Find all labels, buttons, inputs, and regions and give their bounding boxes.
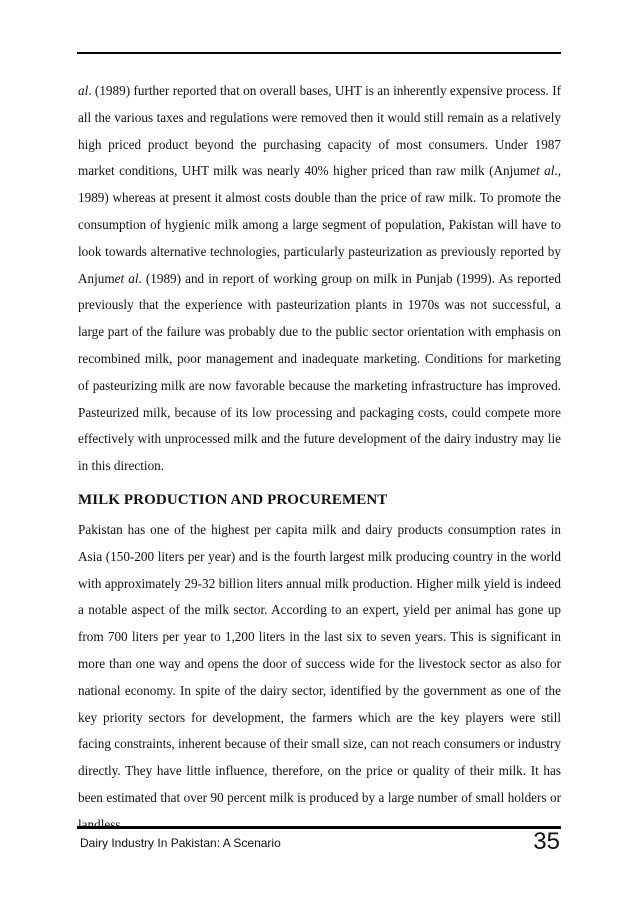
citation-italic: al bbox=[78, 83, 89, 98]
citation-italic: et al bbox=[530, 163, 555, 179]
header-rule bbox=[77, 52, 561, 54]
footer-rule bbox=[77, 826, 561, 829]
section-heading: MILK PRODUCTION AND PROCUREMENT bbox=[78, 491, 388, 508]
page-number: 35 bbox=[533, 828, 560, 855]
footer-title: Dairy Industry In Pakistan: A Scenario bbox=[80, 836, 281, 850]
body-text bbox=[78, 78, 561, 839]
paragraph-text: . (1989) further reported that on overall bases, UHT is an inherently expensive process. If all the various taxes and regulations were removed then it would still remain as a relatively high priced product beyond the purchasing capacity of most consumers. Under 1987 market conditions, UHT milk was nearly 40% higher priced than raw milk (Anjum bbox=[78, 83, 561, 179]
paragraph-text: ., 1989) whereas at present it almost costs double than the price of raw milk. To promote the consumption of hygienic milk among a large segment of population, Pakistan will have to look towards alternative technologies, particularly pasteurization as previously reported by Anjum bbox=[78, 163, 561, 286]
citation-italic: et al bbox=[114, 270, 139, 286]
paragraph-text: . (1989) and in report of working group on milk in Punjab (1999). As reported previously that the experience with pasteurization plants in 1970s was not successful, a large part of the failure was probably due to the public sector orientation with emphasis on recombined milk, poor management and inadequate marketing. Conditions for marketing of pasteurizing milk are now favorable because the marketing infrastructure has improved. Pasteurized milk, because of its low processing and packaging costs, could compete more effectively with unprocessed milk and the future development of the dairy industry may lie in this direction. bbox=[78, 270, 561, 474]
paragraph-milk-production: Pakistan has one of the highest per capita milk and dairy products consumption rates in Asia (150-200 liters per year) and is the fourth largest milk producing country in the world with approximately 29-32 billion liters annual milk production. Higher milk yield is indeed a notable aspect of the milk sector. According to an expert, yield per animal has gone up from 700 liters per year to 1,200 liters in the last six to seven years. This is significant in more than one way and opens the door of success wide for the livestock sector as also for national economy. In spite of the dairy sector, identified by the government as one of the key priority sectors for development, the farmers which are the key players were still facing constraints, inherent because of their small size, can not reach consumers or industry directly. They have little influence, therefore, on the price or quality of their milk. It has been estimated that over 90 percent milk is produced by a large number of small holders or landless bbox=[78, 521, 562, 832]
paragraph-uht-pasteurization bbox=[78, 78, 561, 480]
